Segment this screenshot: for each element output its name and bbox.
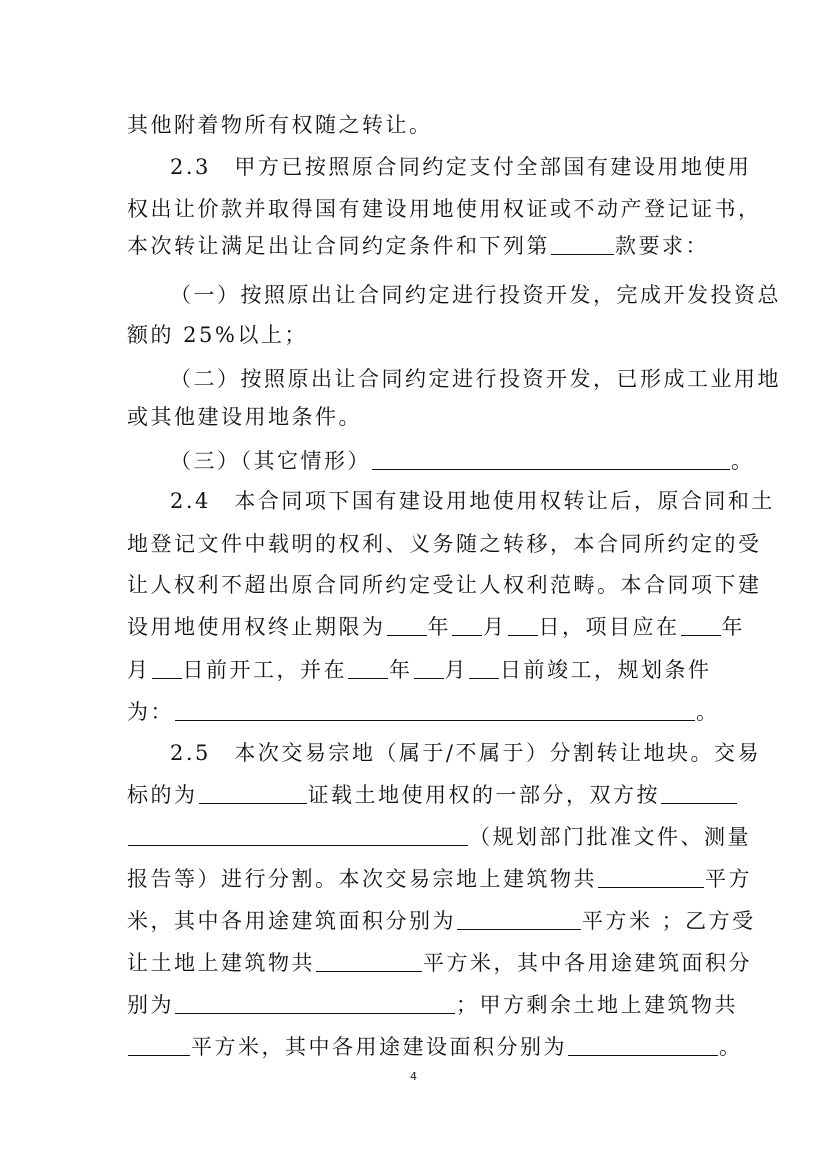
line-text: 年 bbox=[427, 615, 451, 639]
line-text: 让土地上建筑物共 bbox=[127, 951, 315, 975]
blank-field[interactable] bbox=[372, 447, 730, 470]
line-text: 日前开工，并在 bbox=[182, 658, 347, 682]
text-line bbox=[127, 906, 756, 936]
text-line bbox=[127, 1032, 743, 1062]
option-two-line bbox=[170, 364, 781, 394]
line-text: 。 bbox=[731, 449, 755, 473]
blank-field[interactable] bbox=[128, 1033, 190, 1056]
line-text: 让人权利不超出原合同所约定受让人权利范畴。本合同项下建 bbox=[127, 573, 762, 597]
clause-2-4-line bbox=[170, 486, 775, 516]
blank-field[interactable] bbox=[661, 781, 737, 804]
line-text: 。 bbox=[719, 1035, 743, 1059]
text-line bbox=[127, 402, 362, 432]
blank-field[interactable] bbox=[452, 613, 482, 636]
line-text: 标的为 bbox=[127, 783, 198, 807]
text-line bbox=[127, 990, 738, 1020]
blank-field[interactable] bbox=[199, 781, 307, 804]
text-line bbox=[127, 948, 752, 978]
text-line bbox=[127, 612, 745, 642]
line-text: 或其他建设用地条件。 bbox=[127, 405, 362, 429]
line-text: 其他附着物所有权随之转让。 bbox=[127, 113, 433, 137]
line-text: 别为 bbox=[127, 993, 174, 1017]
blank-field[interactable] bbox=[598, 865, 704, 888]
text-line bbox=[127, 822, 751, 852]
text-line bbox=[127, 780, 738, 810]
text-line bbox=[127, 110, 433, 140]
line-text: 2.4 本合同项下国有建设用地使用权转让后，原合同和土 bbox=[170, 489, 775, 513]
line-text: （三）（其它情形） bbox=[170, 449, 371, 473]
text-line bbox=[127, 655, 712, 685]
line-text: 平方米 ；乙方受 bbox=[582, 909, 756, 933]
text-line bbox=[127, 864, 752, 894]
blank-field[interactable] bbox=[681, 613, 721, 636]
line-text: 设用地使用权终止期限为 bbox=[127, 615, 386, 639]
blank-field[interactable] bbox=[316, 949, 422, 972]
blank-field[interactable] bbox=[568, 1033, 718, 1056]
line-text: 年 bbox=[721, 615, 745, 639]
blank-field[interactable] bbox=[508, 613, 538, 636]
blank-field[interactable] bbox=[469, 656, 499, 679]
text-line bbox=[127, 320, 308, 350]
blank-field[interactable] bbox=[414, 656, 444, 679]
text-line bbox=[127, 194, 762, 224]
text-line bbox=[127, 570, 762, 600]
blank-field[interactable] bbox=[128, 823, 468, 846]
blank-field[interactable] bbox=[152, 656, 182, 679]
text-line bbox=[127, 529, 762, 559]
line-text: 日，项目应在 bbox=[538, 615, 680, 639]
blank-field[interactable] bbox=[457, 907, 581, 930]
option-three-line bbox=[170, 446, 755, 476]
clause-2-5-line bbox=[170, 738, 761, 768]
line-text: 月 bbox=[483, 615, 507, 639]
line-text: （一）按照原出让合同约定进行投资开发，完成开发投资总 bbox=[170, 283, 781, 307]
text-line bbox=[127, 697, 720, 727]
line-text: 地登记文件中载明的权利、义务随之转移，本合同所约定的受 bbox=[127, 532, 762, 556]
line-text: 月 bbox=[444, 658, 468, 682]
text-line bbox=[127, 231, 709, 261]
line-text: 平方 bbox=[705, 867, 752, 891]
blank-field[interactable] bbox=[551, 232, 614, 255]
clause-2-3-line bbox=[170, 152, 751, 182]
line-text: 平方米，其中各用途建设面积分别为 bbox=[191, 1035, 567, 1059]
line-text: 平方米，其中各用途建筑面积分 bbox=[423, 951, 752, 975]
line-text: （规划部门批准文件、测量 bbox=[469, 825, 751, 849]
blank-field[interactable] bbox=[175, 698, 695, 721]
line-text: 月 bbox=[127, 658, 151, 682]
blank-field[interactable] bbox=[175, 991, 455, 1014]
line-text: （二）按照原出让合同约定进行投资开发，已形成工业用地 bbox=[170, 367, 781, 391]
line-text: 额的 25%以上； bbox=[127, 323, 308, 347]
page-number: 4 bbox=[410, 1070, 417, 1083]
line-text: 为： bbox=[127, 700, 174, 724]
blank-field[interactable] bbox=[348, 656, 388, 679]
line-text: 日前竣工，规划条件 bbox=[500, 658, 712, 682]
line-text: 年 bbox=[389, 658, 413, 682]
line-text: 权出让价款并取得国有建设用地使用权证或不动产登记证书， bbox=[127, 197, 762, 221]
line-text: ；甲方剩余土地上建筑物共 bbox=[456, 993, 738, 1017]
line-text: 。 bbox=[696, 700, 720, 724]
blank-field[interactable] bbox=[387, 613, 427, 636]
line-text: 款要求： bbox=[615, 234, 709, 258]
line-text: 证载土地使用权的一部分，双方按 bbox=[307, 783, 660, 807]
option-one-line bbox=[170, 280, 781, 310]
line-text: 2.5 本次交易宗地（属于/不属于）分割转让地块。交易 bbox=[170, 741, 761, 765]
line-text: 2.3 甲方已按照原合同约定支付全部国有建设用地使用 bbox=[170, 155, 752, 179]
line-text: 米，其中各用途建筑面积分别为 bbox=[127, 909, 456, 933]
line-text: 本次转让满足出让合同约定条件和下列第 bbox=[127, 234, 550, 258]
line-text: 报告等）进行分割。本次交易宗地上建筑物共 bbox=[127, 867, 597, 891]
